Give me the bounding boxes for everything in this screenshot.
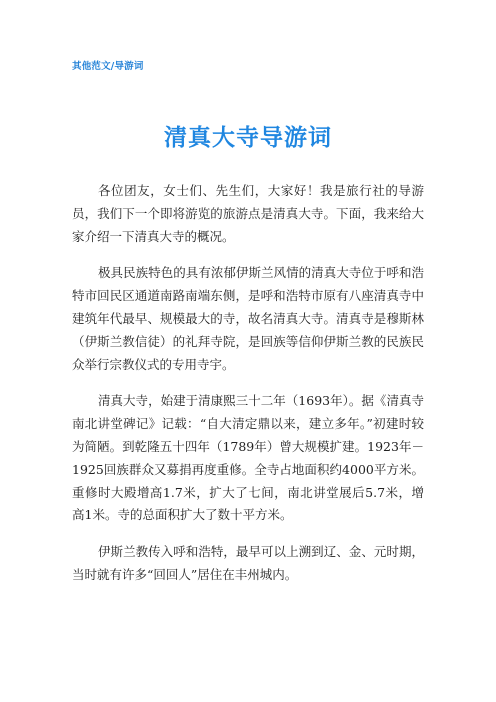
paragraph: 清真大寺，始建于清康熙三十二年（1693年）。据《清真寺南北讲堂碑记》记载：“自大清定鼎以来，建立多年。”初建时较为简陋。到乾隆五十四年（1789年）曾大规模扩建。1923年－1925回族群众又募捐再度重修。全寺占地面积约4000平方米。重修时大殿增高1.7米，扩大了七间，南北讲堂展后5.7米，增高1米。寺的总面积扩大了数十平方米。 xyxy=(72,393,424,523)
page-title: 清真大寺导游词 xyxy=(164,125,332,151)
paragraph: 极具民族特色的具有浓郁伊斯兰风情的清真大寺位于呼和浩特市回民区通道南路南端东侧，是呼和浩特市原有八座清真寺中建筑年代最早、规模最大的寺，故名清真大寺。清真寺是穆斯林（伊斯兰教信徒）的礼拜寺院，是回族等信仰伊斯兰教的民族民众举行宗教仪式的专用寺宇。 xyxy=(72,265,424,372)
paragraph: 各位团友，女士们、先生们，大家好！我是旅行社的导游员，我们下一个即将游览的旅游点是清真大寺。下面，我来给大家介绍一下清真大寺的概况。 xyxy=(72,183,424,244)
document-body xyxy=(72,180,424,601)
paragraph: 伊斯兰教传入呼和浩特，最早可以上溯到辽、金、元时期，当时就有许多“回回人”居住在丰州城内。 xyxy=(72,544,424,582)
breadcrumb[interactable]: 其他范文/导游词 xyxy=(72,61,144,72)
